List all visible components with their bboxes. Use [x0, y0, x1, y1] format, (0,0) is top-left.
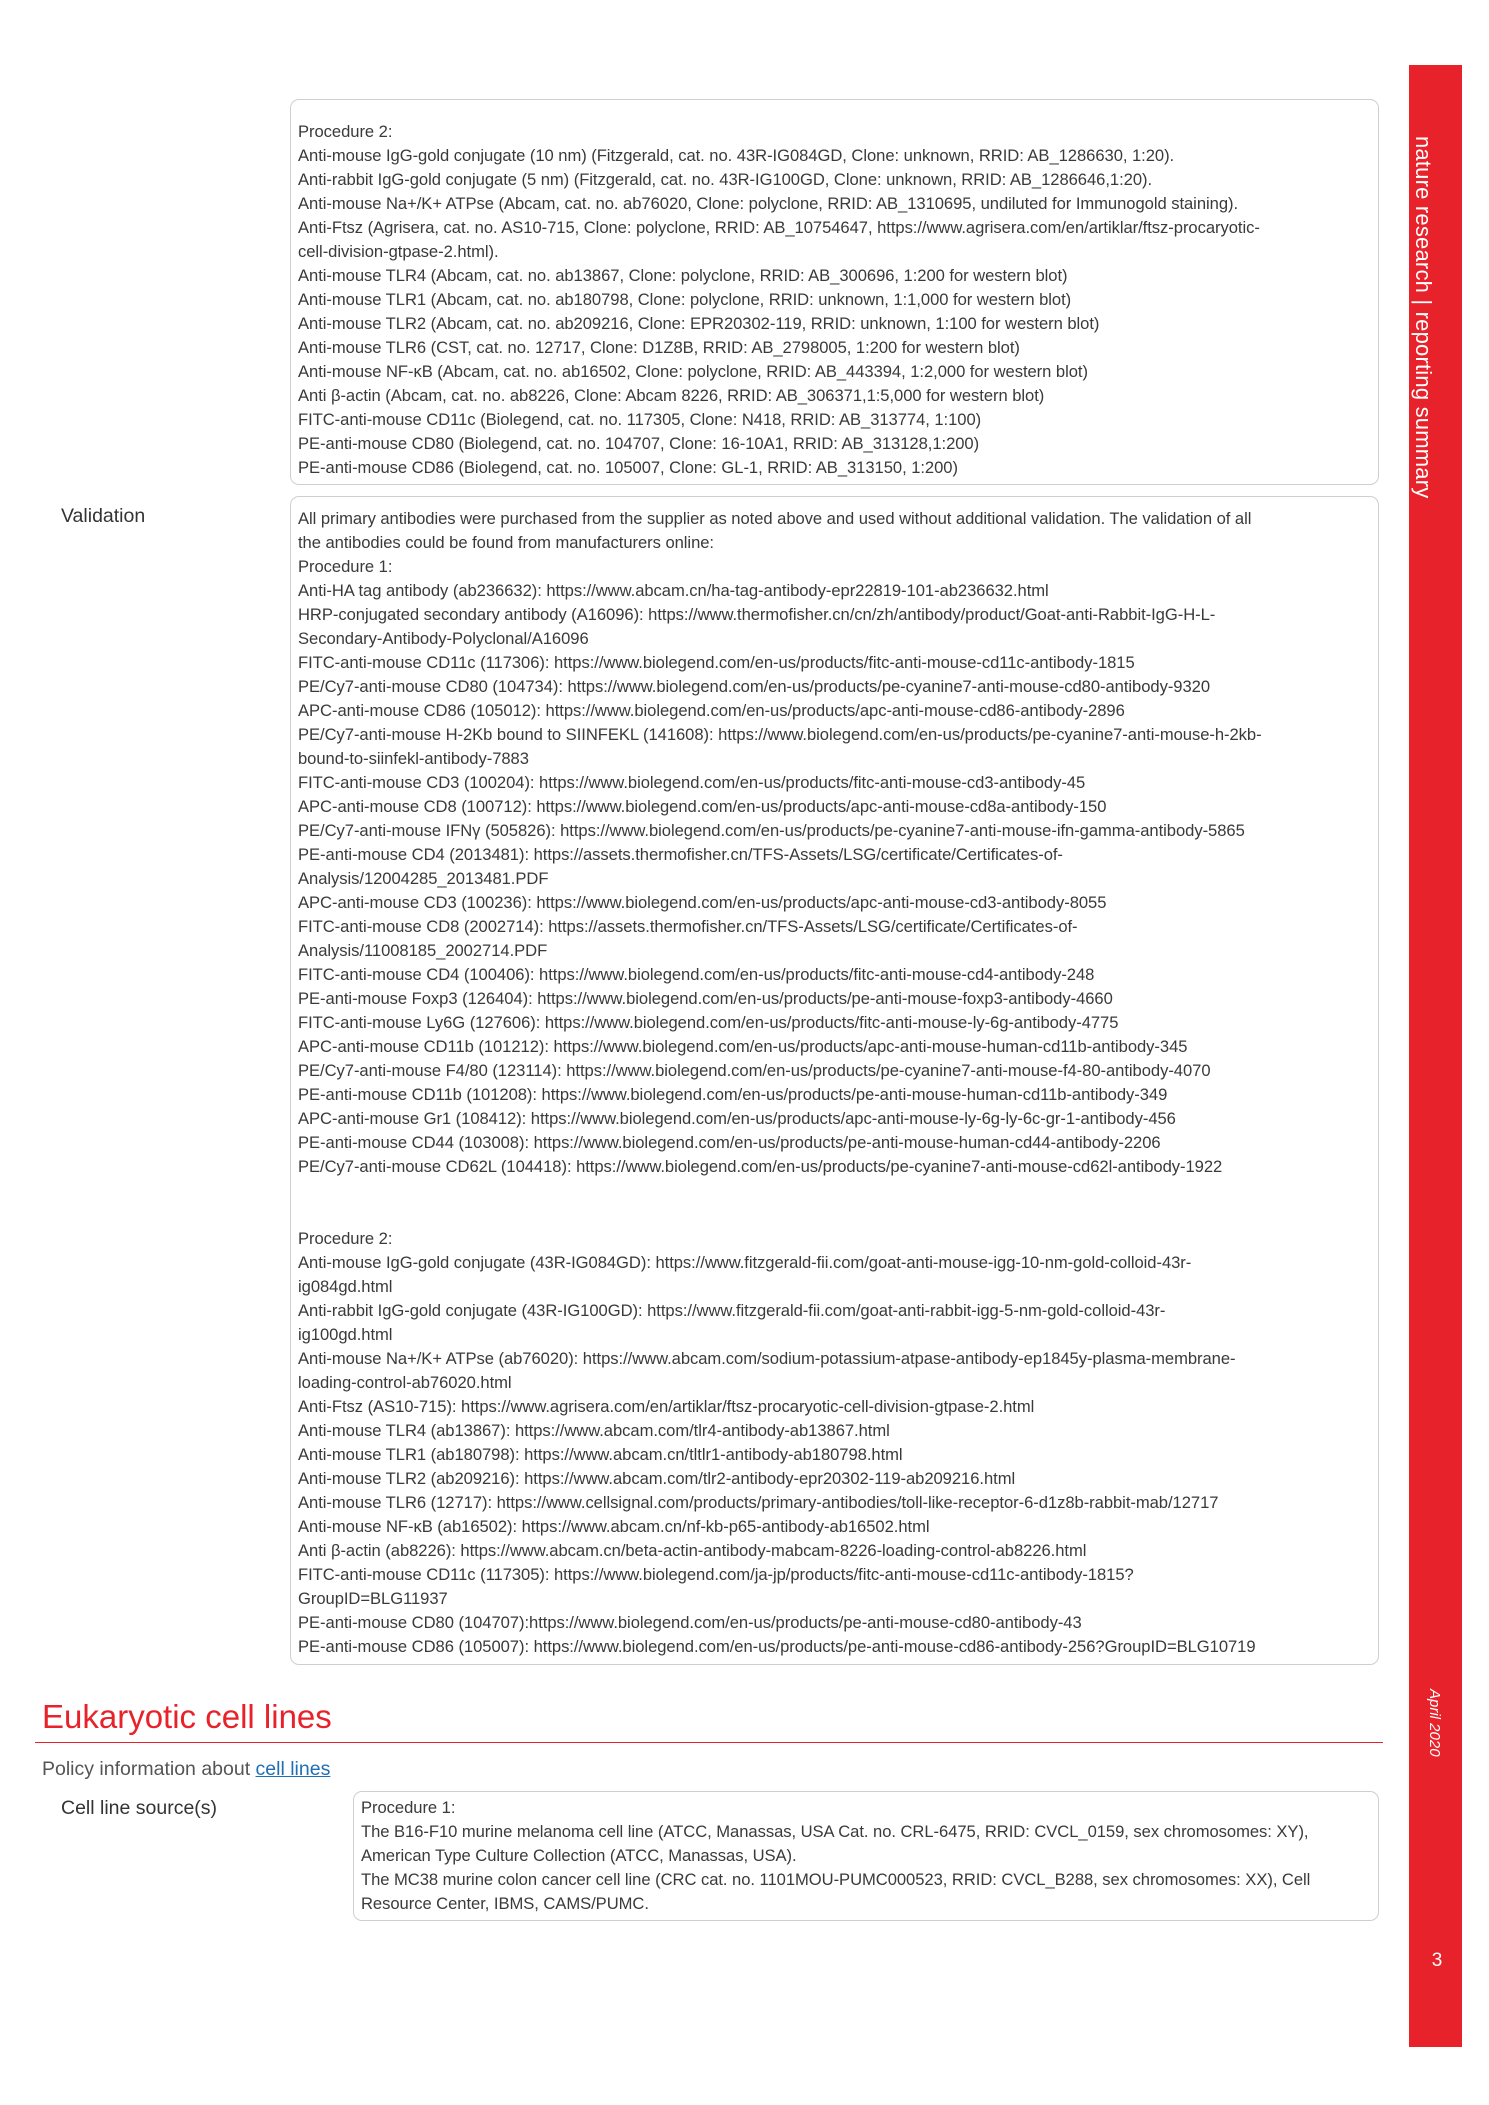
text-line: Procedure 1: — [361, 1798, 456, 1817]
text-line: bound-to-siinfekl-antibody-7883 — [298, 749, 529, 768]
cell-line-source-box — [353, 1791, 1379, 1921]
text-line: Anti-mouse TLR6 (CST, cat. no. 12717, Clone: D1Z8B, RRID: AB_2798005, 1:200 for western blot) — [298, 338, 1020, 357]
sidebar-brand-text: nature research | reporting summary — [1411, 136, 1436, 499]
policy-information — [42, 1758, 330, 1781]
text-line: FITC-anti-mouse CD11c (Biolegend, cat. no. 117305, Clone: N418, RRID: AB_313774, 1:100) — [298, 410, 982, 429]
text-line: Secondary-Antibody-Polyclonal/A16096 — [298, 629, 589, 648]
cell-lines-link[interactable]: cell lines — [255, 1758, 331, 1780]
text-line: APC-anti-mouse CD8 (100712): https://www.biolegend.com/en-us/products/apc-anti-mouse-cd8a-antibody-150 — [298, 797, 1107, 816]
text-line: FITC-anti-mouse CD11c (117306): https://www.biolegend.com/en-us/products/fitc-anti-mouse-cd11c-antibody-1815 — [298, 653, 1135, 672]
text-line: PE/Cy7-anti-mouse F4/80 (123114): https://www.biolegend.com/en-us/products/pe-cyanine7-anti-mouse-f4-80-antibody-4070 — [298, 1061, 1211, 1080]
validation-label: Validation — [61, 505, 146, 527]
text-line: PE/Cy7-anti-mouse H-2Kb bound to SIINFEKL (141608): https://www.biolegend.com/en-us/products/pe-cyanine7-anti-mouse-h-2kb- — [298, 725, 1262, 744]
text-line: PE/Cy7-anti-mouse CD62L (104418): https://www.biolegend.com/en-us/products/pe-cyanine7-anti-mouse-cd62l-antibody-1922 — [298, 1157, 1223, 1176]
text-line: All primary antibodies were purchased from the supplier as noted above and used without additional validation. The validation of all — [298, 509, 1252, 528]
text-line: APC-anti-mouse CD11b (101212): https://www.biolegend.com/en-us/products/apc-anti-mouse-human-cd11b-antibody-345 — [298, 1037, 1188, 1056]
text-line: Anti-rabbit IgG-gold conjugate (5 nm) (Fitzgerald, cat. no. 43R-IG100GD, Clone: unknown, RRID: AB_1286646,1:20). — [298, 170, 1153, 189]
text-line: ig100gd.html — [298, 1325, 393, 1344]
text-line: HRP-conjugated secondary antibody (A16096): https://www.thermofisher.cn/cn/zh/antibody/product/Goat-anti-Rabbit-IgG-H-L- — [298, 605, 1216, 624]
text-line: APC-anti-mouse CD86 (105012): https://www.biolegend.com/en-us/products/apc-anti-mouse-cd86-antibody-2896 — [298, 701, 1125, 720]
text-line: Anti-mouse IgG-gold conjugate (10 nm) (Fitzgerald, cat. no. 43R-IG084GD, Clone: unknown, RRID: AB_1286630, 1:20). — [298, 146, 1175, 165]
text-line: PE-anti-mouse CD80 (Biolegend, cat. no. 104707, Clone: 16-10A1, RRID: AB_313128,1:200) — [298, 434, 980, 453]
text-line: FITC-anti-mouse CD4 (100406): https://www.biolegend.com/en-us/products/fitc-anti-mouse-cd4-antibody-248 — [298, 965, 1095, 984]
antibodies-procedure2-box — [290, 99, 1379, 485]
text-line: Anti-mouse TLR2 (ab209216): https://www.abcam.com/tlr2-antibody-epr20302-119-ab209216.html — [298, 1469, 1016, 1488]
text-line: Anti-Ftsz (Agrisera, cat. no. AS10-715, Clone: polyclone, RRID: AB_10754647, https://www.agrisera.com/en/artiklar/ftsz-procaryotic- — [298, 218, 1260, 237]
text-line: Anti-mouse TLR1 (Abcam, cat. no. ab180798, Clone: polyclone, RRID: unknown, 1:1,000 for western blot) — [298, 290, 1072, 309]
text-line: Procedure 2: — [298, 122, 393, 141]
text-line: ig084gd.html — [298, 1277, 393, 1296]
text-line: GroupID=BLG11937 — [298, 1589, 448, 1608]
text-line: PE-anti-mouse CD86 (Biolegend, cat. no. 105007, Clone: GL-1, RRID: AB_313150, 1:200) — [298, 458, 958, 477]
text-line: PE-anti-mouse Foxp3 (126404): https://www.biolegend.com/en-us/products/pe-anti-mouse-foxp3-antibody-4660 — [298, 989, 1113, 1008]
text-line: Anti-rabbit IgG-gold conjugate (43R-IG100GD): https://www.fitzgerald-fii.com/goat-anti-rabbit-igg-5-nm-gold-colloid-43r- — [298, 1301, 1166, 1320]
cell-line-source-label: Cell line source(s) — [61, 1797, 218, 1819]
text-line: FITC-anti-mouse Ly6G (127606): https://www.biolegend.com/en-us/products/fitc-anti-mouse-ly-6g-antibody-4775 — [298, 1013, 1119, 1032]
text-line: The B16-F10 murine melanoma cell line (ATCC, Manassas, USA Cat. no. CRL-6475, RRID: CVCL_0159, sex chromosomes: XY), — [361, 1822, 1309, 1841]
text-line: The MC38 murine colon cancer cell line (CRC cat. no. 1101MOU-PUMC000523, RRID: CVCL_B288, sex chromosomes: XX), Cell — [361, 1870, 1311, 1889]
text-line: Anti-mouse IgG-gold conjugate (43R-IG084GD): https://www.fitzgerald-fii.com/goat-anti-mouse-igg-10-nm-gold-colloid-43r- — [298, 1253, 1192, 1272]
text-line: Procedure 2: — [298, 1229, 393, 1248]
text-line: Anti-mouse NF-κB (Abcam, cat. no. ab16502, Clone: polyclone, RRID: AB_443394, 1:2,000 for western blot) — [298, 362, 1088, 381]
text-line: FITC-anti-mouse CD11c (117305): https://www.biolegend.com/ja-jp/products/fitc-anti-mouse-cd11c-antibody-1815? — [298, 1565, 1134, 1584]
text-line: Anti-mouse Na+/K+ ATPse (Abcam, cat. no. ab76020, Clone: polyclone, RRID: AB_1310695, undiluted for Immunogold staining). — [298, 194, 1239, 213]
text-line: PE/Cy7-anti-mouse IFNγ (505826): https://www.biolegend.com/en-us/products/pe-cyanine7-anti-mouse-ifn-gamma-antibody-5865 — [298, 821, 1245, 840]
text-line: the antibodies could be found from manufacturers online: — [298, 533, 714, 552]
text-line: Analysis/12004285_2013481.PDF — [298, 869, 549, 888]
text-line: Anti-mouse TLR1 (ab180798): https://www.abcam.cn/tltlr1-antibody-ab180798.html — [298, 1445, 903, 1464]
text-line: PE-anti-mouse CD80 (104707):https://www.biolegend.com/en-us/products/pe-anti-mouse-cd80-antibody-43 — [298, 1613, 1082, 1632]
text-line: loading-control-ab76020.html — [298, 1373, 512, 1392]
text-line — [298, 1203, 1370, 1227]
text-line: FITC-anti-mouse CD8 (2002714): https://assets.thermofisher.cn/TFS-Assets/LSG/certificate/Certificates-of- — [298, 917, 1078, 936]
text-line: Anti-mouse NF-κB (ab16502): https://www.abcam.cn/nf-kb-p65-antibody-ab16502.html — [298, 1517, 930, 1536]
text-line: PE-anti-mouse CD11b (101208): https://www.biolegend.com/en-us/products/pe-anti-mouse-human-cd11b-antibody-349 — [298, 1085, 1168, 1104]
text-line: PE-anti-mouse CD86 (105007): https://www.biolegend.com/en-us/products/pe-anti-mouse-cd86-antibody-256?GroupID=BLG10719 — [298, 1637, 1256, 1656]
text-line: Procedure 1: — [298, 557, 393, 576]
text-line: Anti β-actin (Abcam, cat. no. ab8226, Clone: Abcam 8226, RRID: AB_306371,1:5,000 for western blot) — [298, 386, 1045, 405]
text-line: Anti-mouse TLR4 (ab13867): https://www.abcam.com/tlr4-antibody-ab13867.html — [298, 1421, 890, 1440]
text-line: Anti β-actin (ab8226): https://www.abcam.cn/beta-actin-antibody-mabcam-8226-loading-control-ab8226.html — [298, 1541, 1087, 1560]
text-line: Analysis/11008185_2002714.PDF — [298, 941, 548, 960]
text-line: APC-anti-mouse CD3 (100236): https://www.biolegend.com/en-us/products/apc-anti-mouse-cd3-antibody-8055 — [298, 893, 1107, 912]
page-number: 3 — [1431, 1950, 1443, 1971]
text-line: Anti-mouse TLR4 (Abcam, cat. no. ab13867, Clone: polyclone, RRID: AB_300696, 1:200 for western blot) — [298, 266, 1068, 285]
section-divider — [35, 1742, 1383, 1743]
text-line: American Type Culture Collection (ATCC, Manassas, USA). — [361, 1846, 797, 1865]
text-line — [298, 1179, 1370, 1203]
text-line: Anti-mouse TLR6 (12717): https://www.cellsignal.com/products/primary-antibodies/toll-like-receptor-6-d1z8b-rabbit-mab/12717 — [298, 1493, 1219, 1512]
sidebar-date: April 2020 — [1426, 1689, 1443, 1757]
text-line: PE-anti-mouse CD44 (103008): https://www.biolegend.com/en-us/products/pe-anti-mouse-human-cd44-antibody-2206 — [298, 1133, 1161, 1152]
text-line: Resource Center, IBMS, CAMS/PUMC. — [361, 1894, 649, 1913]
validation-box — [290, 496, 1379, 1665]
text-line: Anti-HA tag antibody (ab236632): https://www.abcam.cn/ha-tag-antibody-epr22819-101-ab236632.html — [298, 581, 1049, 600]
text-line: Anti-mouse Na+/K+ ATPse (ab76020): https://www.abcam.com/sodium-potassium-atpase-antibody-ep1845y-plasma-membrane- — [298, 1349, 1236, 1368]
text-line: Anti-mouse TLR2 (Abcam, cat. no. ab209216, Clone: EPR20302-119, RRID: unknown, 1:100 for western blot) — [298, 314, 1100, 333]
text-line: PE-anti-mouse CD4 (2013481): https://assets.thermofisher.cn/TFS-Assets/LSG/certificate/Certificates-of- — [298, 845, 1063, 864]
text-line: PE/Cy7-anti-mouse CD80 (104734): https://www.biolegend.com/en-us/products/pe-cyanine7-anti-mouse-cd80-antibody-9320 — [298, 677, 1211, 696]
text-line: cell-division-gtpase-2.html). — [298, 242, 499, 261]
text-line: Anti-Ftsz (AS10-715): https://www.agrisera.com/en/artiklar/ftsz-procaryotic-cell-division-gtpase-2.html — [298, 1397, 1035, 1416]
text-line: FITC-anti-mouse CD3 (100204): https://www.biolegend.com/en-us/products/fitc-anti-mouse-cd3-antibody-45 — [298, 773, 1086, 792]
text-line: APC-anti-mouse Gr1 (108412): https://www.biolegend.com/en-us/products/apc-anti-mouse-ly-6g-ly-6c-gr-1-antibody-456 — [298, 1109, 1176, 1128]
policy-prefix: Policy information about — [42, 1758, 256, 1780]
section-title-eukaryotic-cell-lines: Eukaryotic cell lines — [42, 1698, 332, 1735]
